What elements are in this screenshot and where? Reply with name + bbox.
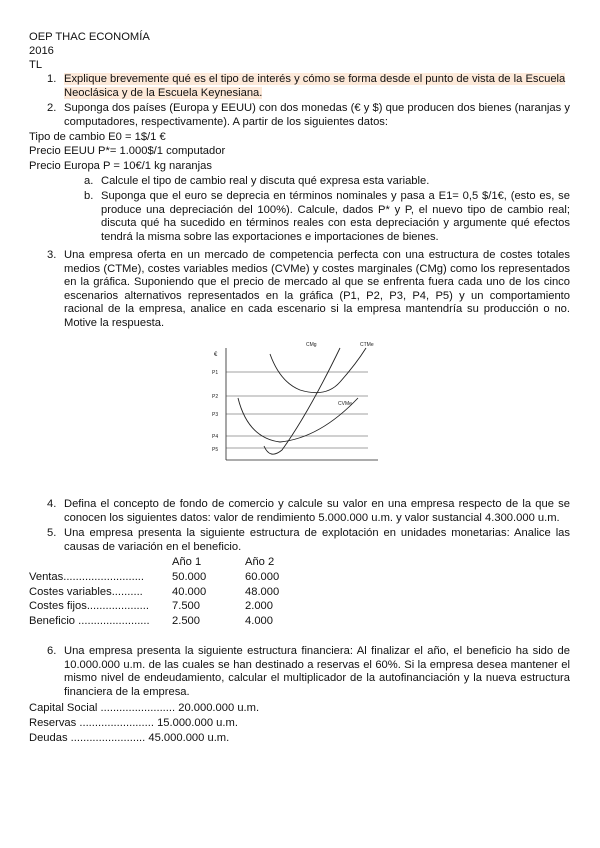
- q2-price-europe: Precio Europa P = 10€/1 kg naranjas: [29, 160, 212, 172]
- row-year1: 7.500: [172, 600, 200, 613]
- table-row: [29, 600, 315, 615]
- price-label-p3: P3: [212, 412, 219, 418]
- q2b-letter: b.: [84, 190, 94, 202]
- q6-capital: Capital Social ........................ 20.000.000 u.m.: [29, 702, 260, 714]
- row-year2: 60.000: [245, 570, 280, 583]
- table-row: [29, 615, 315, 630]
- row-year1: 50.000: [172, 570, 207, 583]
- row-label: Costes fijos....................: [29, 600, 149, 613]
- q3-number: 3.: [47, 249, 57, 261]
- price-label-p5: P5: [212, 447, 219, 453]
- label-ctme: CTMe: [360, 342, 374, 348]
- q2b-text: Suponga que el euro se deprecia en términos nominales y pasa a E1= 0,5 $/1€, (esto es, se produce una depreciación del 100%). Calcule, dados P* y P, el nuevo tipo de cambio real; discuta qué ha sucedido en términos reales con esta depreciación y argumente qué efectos tendrá la misma sobre las exportaciones e importaciones de bienes.: [101, 190, 570, 243]
- row-year2: 4.000: [245, 615, 273, 628]
- q2a-letter: a.: [84, 175, 94, 187]
- row-year1: 40.000: [172, 585, 207, 598]
- price-label-p4: P4: [212, 434, 219, 440]
- q5-text: Una empresa presenta la siguiente estructura de explotación en unidades monetarias: Analice las causas de variación en el beneficio.: [64, 527, 570, 553]
- row-year2: 2.000: [245, 600, 273, 613]
- table-header-row: [29, 556, 315, 571]
- cost-curves-graph: [208, 334, 388, 466]
- q2-text: Suponga dos países (Europa y EEUU) con dos monedas (€ y $) que producen dos bienes (naranjas y computadores, respectivamente). A partir de los siguientes datos:: [64, 102, 570, 128]
- q6-number: 6.: [47, 645, 57, 657]
- q6-debts: Deudas ........................ 45.000.000 u.m.: [29, 732, 230, 744]
- table-header-year2: Año 2: [245, 556, 275, 568]
- q3-text: Una empresa oferta en un mercado de competencia perfecta con una estructura de costes totales medios (CTMe), costes variables medios (CVMe) y costes marginales (CMg) como los representados en la gráfica. Suponiendo que el precio de mercado al que se enfrenta fuera cada uno de los cinco escenarios alternativos representados en la gráfica (P1, P2, P3, P4, P5) y un comportamiento racional de la empresa, analice en cada escenario si la empresa mantendría su producción o no. Motive la respuesta.: [64, 249, 570, 329]
- price-label-p1: P1: [212, 370, 219, 376]
- row-label: Ventas..........................: [29, 570, 145, 583]
- table-header-year1: Año 1: [172, 556, 202, 568]
- cmg-curve: [264, 348, 340, 454]
- label-cvme: CVMe: [338, 401, 352, 407]
- row-label: Costes variables..........: [29, 585, 143, 598]
- operating-structure-table: [29, 556, 315, 630]
- table-header-empty: [29, 556, 172, 571]
- q2a-text: Calcule el tipo de cambio real y discuta qué expresa esta variable.: [101, 175, 430, 187]
- row-year1: 2.500: [172, 615, 200, 628]
- row-label: Beneficio .......................: [29, 615, 150, 628]
- q2-price-usa: Precio EEUU P*= 1.000$/1 computador: [29, 145, 226, 157]
- ctme-curve: [270, 348, 366, 393]
- price-label-p2: P2: [212, 394, 219, 400]
- header-title: OEP THAC ECONOMÍA: [29, 31, 150, 43]
- q1-text-line1: Explique brevemente qué es el tipo de interés y cómo se forma desde el punto de vista de la Escuela: [64, 73, 566, 85]
- q4-number: 4.: [47, 498, 57, 510]
- q4-text: Defina el concepto de fondo de comercio y calcule su valor en una empresa respecto de la que se conocen los siguientes datos: valor de rendimiento 5.000.000 u.m. y valor sustancial 4.300.000 u.m.: [64, 498, 570, 524]
- q5-number: 5.: [47, 527, 57, 539]
- table-row: [29, 571, 315, 586]
- label-cmg: CMg: [306, 342, 317, 348]
- table-row: [29, 586, 315, 601]
- header-initials: TL: [29, 59, 43, 71]
- y-axis-label: €: [214, 352, 218, 358]
- q1-text-line2: Neoclásica y de la Escuela Keynesiana.: [64, 87, 263, 99]
- row-year2: 48.000: [245, 585, 280, 598]
- header-year: 2016: [29, 45, 54, 57]
- q1-number: 1.: [47, 73, 57, 85]
- q6-text: Una empresa presenta la siguiente estructura financiera: Al finalizar el año, el beneficio ha sido de 10.000.000 u.m. de las cuales se han destinado a reservas el 60%. Si la empresa desea mantener el mismo nivel de endeudamiento, calcular el multiplicador de la autofinanciación y la nueva estructura financiera de la empresa.: [64, 645, 570, 698]
- q2-number: 2.: [47, 102, 57, 114]
- q2-exchange-rate: Tipo de cambio E0 = 1$/1 €: [29, 131, 166, 143]
- q6-reserves: Reservas ........................ 15.000.000 u.m.: [29, 717, 238, 729]
